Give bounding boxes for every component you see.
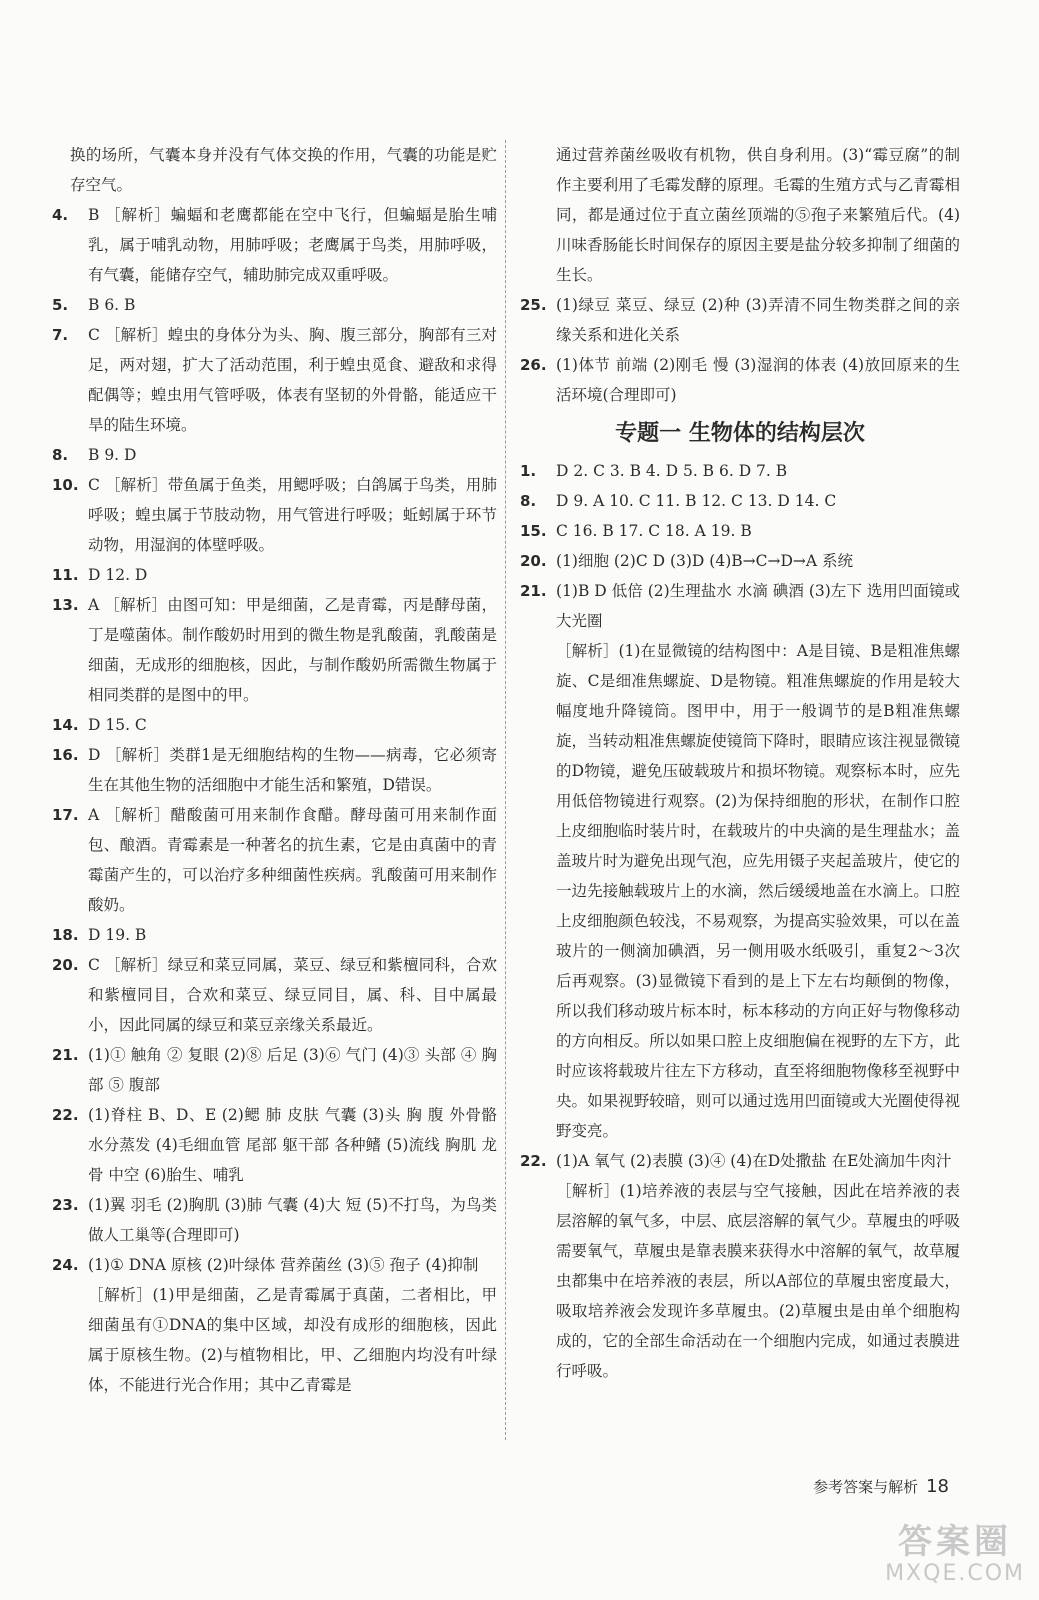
explanation-paragraph: ［解析］(1)培养液的表层与空气接触，因此在培养液的表层溶解的氧气多，中层、底层溶解的氧气少。草履虫的呼吸需要氧气，草履虫是靠表膜来获得水中溶解的氧气，故草履虫都集中在培养液的表层，所以A部位的草履虫密度最大，吸取培养液会发现许多草履虫。(2)草履虫是由单个细胞构成的，它的全部生命活动在一个细胞内完成，如通过表膜进行呼吸。	[556, 1182, 960, 1380]
item-number: 5.	[52, 296, 69, 314]
item-number: 15.	[520, 522, 547, 540]
item-number: 16.	[52, 746, 79, 764]
answer-item: 23. (1)翼 羽毛 (2)胸肌 (3)肺 气囊 (4)大 短 (5)不打鸟，为鸟类做人工巢等(合理即可)	[52, 1190, 497, 1250]
right-column	[520, 140, 960, 1386]
answer-item: 4. B ［解析］蝙蝠和老鹰都能在空中飞行，但蝙蝠是胎生哺乳，属于哺乳动物，用肺呼吸；老鹰属于鸟类，用肺呼吸，有气囊，能储存空气，辅助肺完成双重呼吸。	[52, 200, 497, 290]
section-title: 专题一 生物体的结构层次	[615, 421, 865, 446]
answer-item: 18. D 19. B	[52, 920, 497, 950]
page-number: 18	[926, 1476, 949, 1497]
item-number: 22.	[520, 1152, 547, 1170]
item-number: 20.	[520, 552, 547, 570]
item-number: 7.	[52, 326, 69, 344]
answer-item: 15. C 16. B 17. C 18. A 19. B	[520, 516, 960, 546]
column-divider	[505, 140, 506, 1440]
answer-item: 8. B 9. D	[52, 440, 497, 470]
answer-item: 22. (1)脊柱 B、D、E (2)鳃 肺 皮肤 气囊 (3)头 胸 腹 外骨骼 水分蒸发 (4)毛细血管 尾部 躯干部 各种鳍 (5)流线 胸肌 龙骨 中空 (6)胎生、哺乳	[52, 1100, 497, 1190]
answer-item: 22. (1)A 氧气 (2)表膜 (3)④ (4)在D处撒盐 在E处滴加牛肉汁	[520, 1146, 960, 1176]
item-number: 25.	[520, 296, 547, 314]
item-number: 4.	[52, 206, 69, 224]
item-number: 20.	[52, 956, 79, 974]
answer-item: 16. D ［解析］类群1是无细胞结构的生物——病毒，它必须寄生在其他生物的活细胞中才能生活和繁殖，D错误。	[52, 740, 497, 800]
watermark-logo	[885, 1524, 1025, 1586]
answer-item: 5. B 6. B	[52, 290, 497, 320]
answer-item: 14. D 15. C	[52, 710, 497, 740]
answer-item: 7. C ［解析］蝗虫的身体分为头、胸、腹三部分，胸部有三对足，两对翅，扩大了活动范围，利于蝗虫觅食、避敌和求得配偶等；蝗虫用气管呼吸，体表有坚韧的外骨骼，能适应干旱的陆生环境。	[52, 320, 497, 440]
item-number: 21.	[52, 1046, 79, 1064]
explanation-paragraph: 通过营养菌丝吸收有机物，供自身利用。(3)“霉豆腐”的制作主要利用了毛霉发酵的原理。毛霉的生殖方式与乙青霉相同，都是通过位于直立菌丝顶端的⑤孢子来繁殖后代。(4)川味香肠能长时间保存的原因主要是盐分较多抑制了细菌的生长。	[556, 146, 960, 284]
explanation-paragraph: ［解析］(1)甲是细菌，乙是青霉属于真菌，二者相比，甲细菌虽有①DNA的集中区域，却没有成形的细胞核，因此属于原核生物。(2)与植物相比，甲、乙细胞内均没有叶绿体，不能进行光合作用；其中乙青霉是	[88, 1286, 497, 1394]
answer-item: 24. (1)① DNA 原核 (2)叶绿体 营养菌丝 (3)⑤ 孢子 (4)抑制	[52, 1250, 497, 1280]
item-number: 14.	[52, 716, 79, 734]
page-footer	[813, 1476, 949, 1497]
answer-item: 换的场所，气囊本身并没有气体交换的作用，气囊的功能是贮存空气。	[70, 146, 497, 194]
left-column	[52, 140, 497, 1400]
answer-item: 20. (1)细胞 (2)C D (3)D (4)B→C→D→A 系统	[520, 546, 960, 576]
answer-item: 8. D 9. A 10. C 11. B 12. C 13. D 14. C	[520, 486, 960, 516]
item-number: 11.	[52, 566, 79, 584]
item-number: 10.	[52, 476, 79, 494]
explanation-paragraph: ［解析］(1)在显微镜的结构图中：A是目镜、B是粗准焦螺旋、C是细准焦螺旋、D是物镜。粗准焦螺旋的作用是较大幅度地升降镜筒。图甲中，用于一般调节的是B粗准焦螺旋，当转动粗准焦螺旋使镜筒下降时，眼睛应该注视显微镜的D物镜，避免压破载玻片和损坏物镜。观察标本时，应先用低倍物镜进行观察。(2)为保持细胞的形状，在制作口腔上皮细胞临时装片时，在载玻片的中央滴的是生理盐水；盖盖玻片时为避免出现气泡，应先用镊子夹起盖玻片，使它的一边先接触载玻片上的水滴，然后缓缓地盖在水滴上。口腔上皮细胞颜色较浅，不易观察，为提高实验效果，可以在盖玻片的一侧滴加碘酒，另一侧用吸水纸吸引，重复2～3次后再观察。(3)显微镜下看到的是上下左右均颠倒的物像，所以我们移动玻片标本时，标本移动的方向正好与物像移动的方向相反。所以如果口腔上皮细胞偏在视野的左下方，此时应该将载玻片往左下方移动，直至将细胞物像移至视野中央。如果视野较暗，则可以通过选用凹面镜或大光圈使得视野变亮。	[556, 642, 960, 1140]
item-number: 21.	[520, 582, 547, 600]
answer-item: 17. A ［解析］醋酸菌可用来制作食醋。酵母菌可用来制作面包、酿酒。青霉素是一种著名的抗生素，它是由真菌中的青霉菌产生的，可以治疗多种细菌性疾病。乳酸菌可用来制作酸奶。	[52, 800, 497, 920]
answer-item: 20. C ［解析］绿豆和菜豆同属，菜豆、绿豆和紫檀同科，合欢和紫檀同目，合欢和菜豆、绿豆同目，属、科、目中属最小，因此同属的绿豆和菜豆亲缘关系最近。	[52, 950, 497, 1040]
item-number: 8.	[52, 446, 69, 464]
answer-item: 13. A ［解析］由图可知：甲是细菌，乙是青霉，丙是酵母菌，丁是噬菌体。制作酸奶时用到的微生物是乳酸菌，乳酸菌是细菌，无成形的细胞核，因此，与制作酸奶所需微生物属于相同类群的是图中的甲。	[52, 590, 497, 710]
watermark-text: 答案圈	[898, 1522, 1013, 1563]
answer-item: 11. D 12. D	[52, 560, 497, 590]
answer-item: 1. D 2. C 3. B 4. D 5. B 6. D 7. B	[520, 456, 960, 486]
answer-item: 26. (1)体节 前端 (2)刚毛 慢 (3)湿润的体表 (4)放回原来的生活环境(合理即可)	[520, 350, 960, 410]
item-number: 26.	[520, 356, 547, 374]
item-number: 18.	[52, 926, 79, 944]
item-number: 1.	[520, 462, 537, 480]
item-number: 22.	[52, 1106, 79, 1124]
item-number: 17.	[52, 806, 79, 824]
answer-item: 10. C ［解析］带鱼属于鱼类，用鳃呼吸；白鸽属于鸟类，用肺呼吸；蝗虫属于节肢动物，用气管进行呼吸；蚯蚓属于环节动物，用湿润的体壁呼吸。	[52, 470, 497, 560]
answer-item: 25. (1)绿豆 菜豆、绿豆 (2)种 (3)弄清不同生物类群之间的亲缘关系和进化关系	[520, 290, 960, 350]
item-number: 24.	[52, 1256, 79, 1274]
answer-item: 21. (1)① 触角 ② 复眼 (2)⑧ 后足 (3)⑥ 气门 (4)③ 头部 ④ 胸部 ⑤ 腹部	[52, 1040, 497, 1100]
item-number: 23.	[52, 1196, 79, 1214]
item-number: 13.	[52, 596, 79, 614]
item-number: 8.	[520, 492, 537, 510]
footer-label: 参考答案与解析	[813, 1478, 919, 1496]
watermark-url: MXQE.COM	[885, 1560, 1025, 1586]
answer-item: 21. (1)B D 低倍 (2)生理盐水 水滴 碘酒 (3)左下 选用凹面镜或大光圈	[520, 576, 960, 636]
